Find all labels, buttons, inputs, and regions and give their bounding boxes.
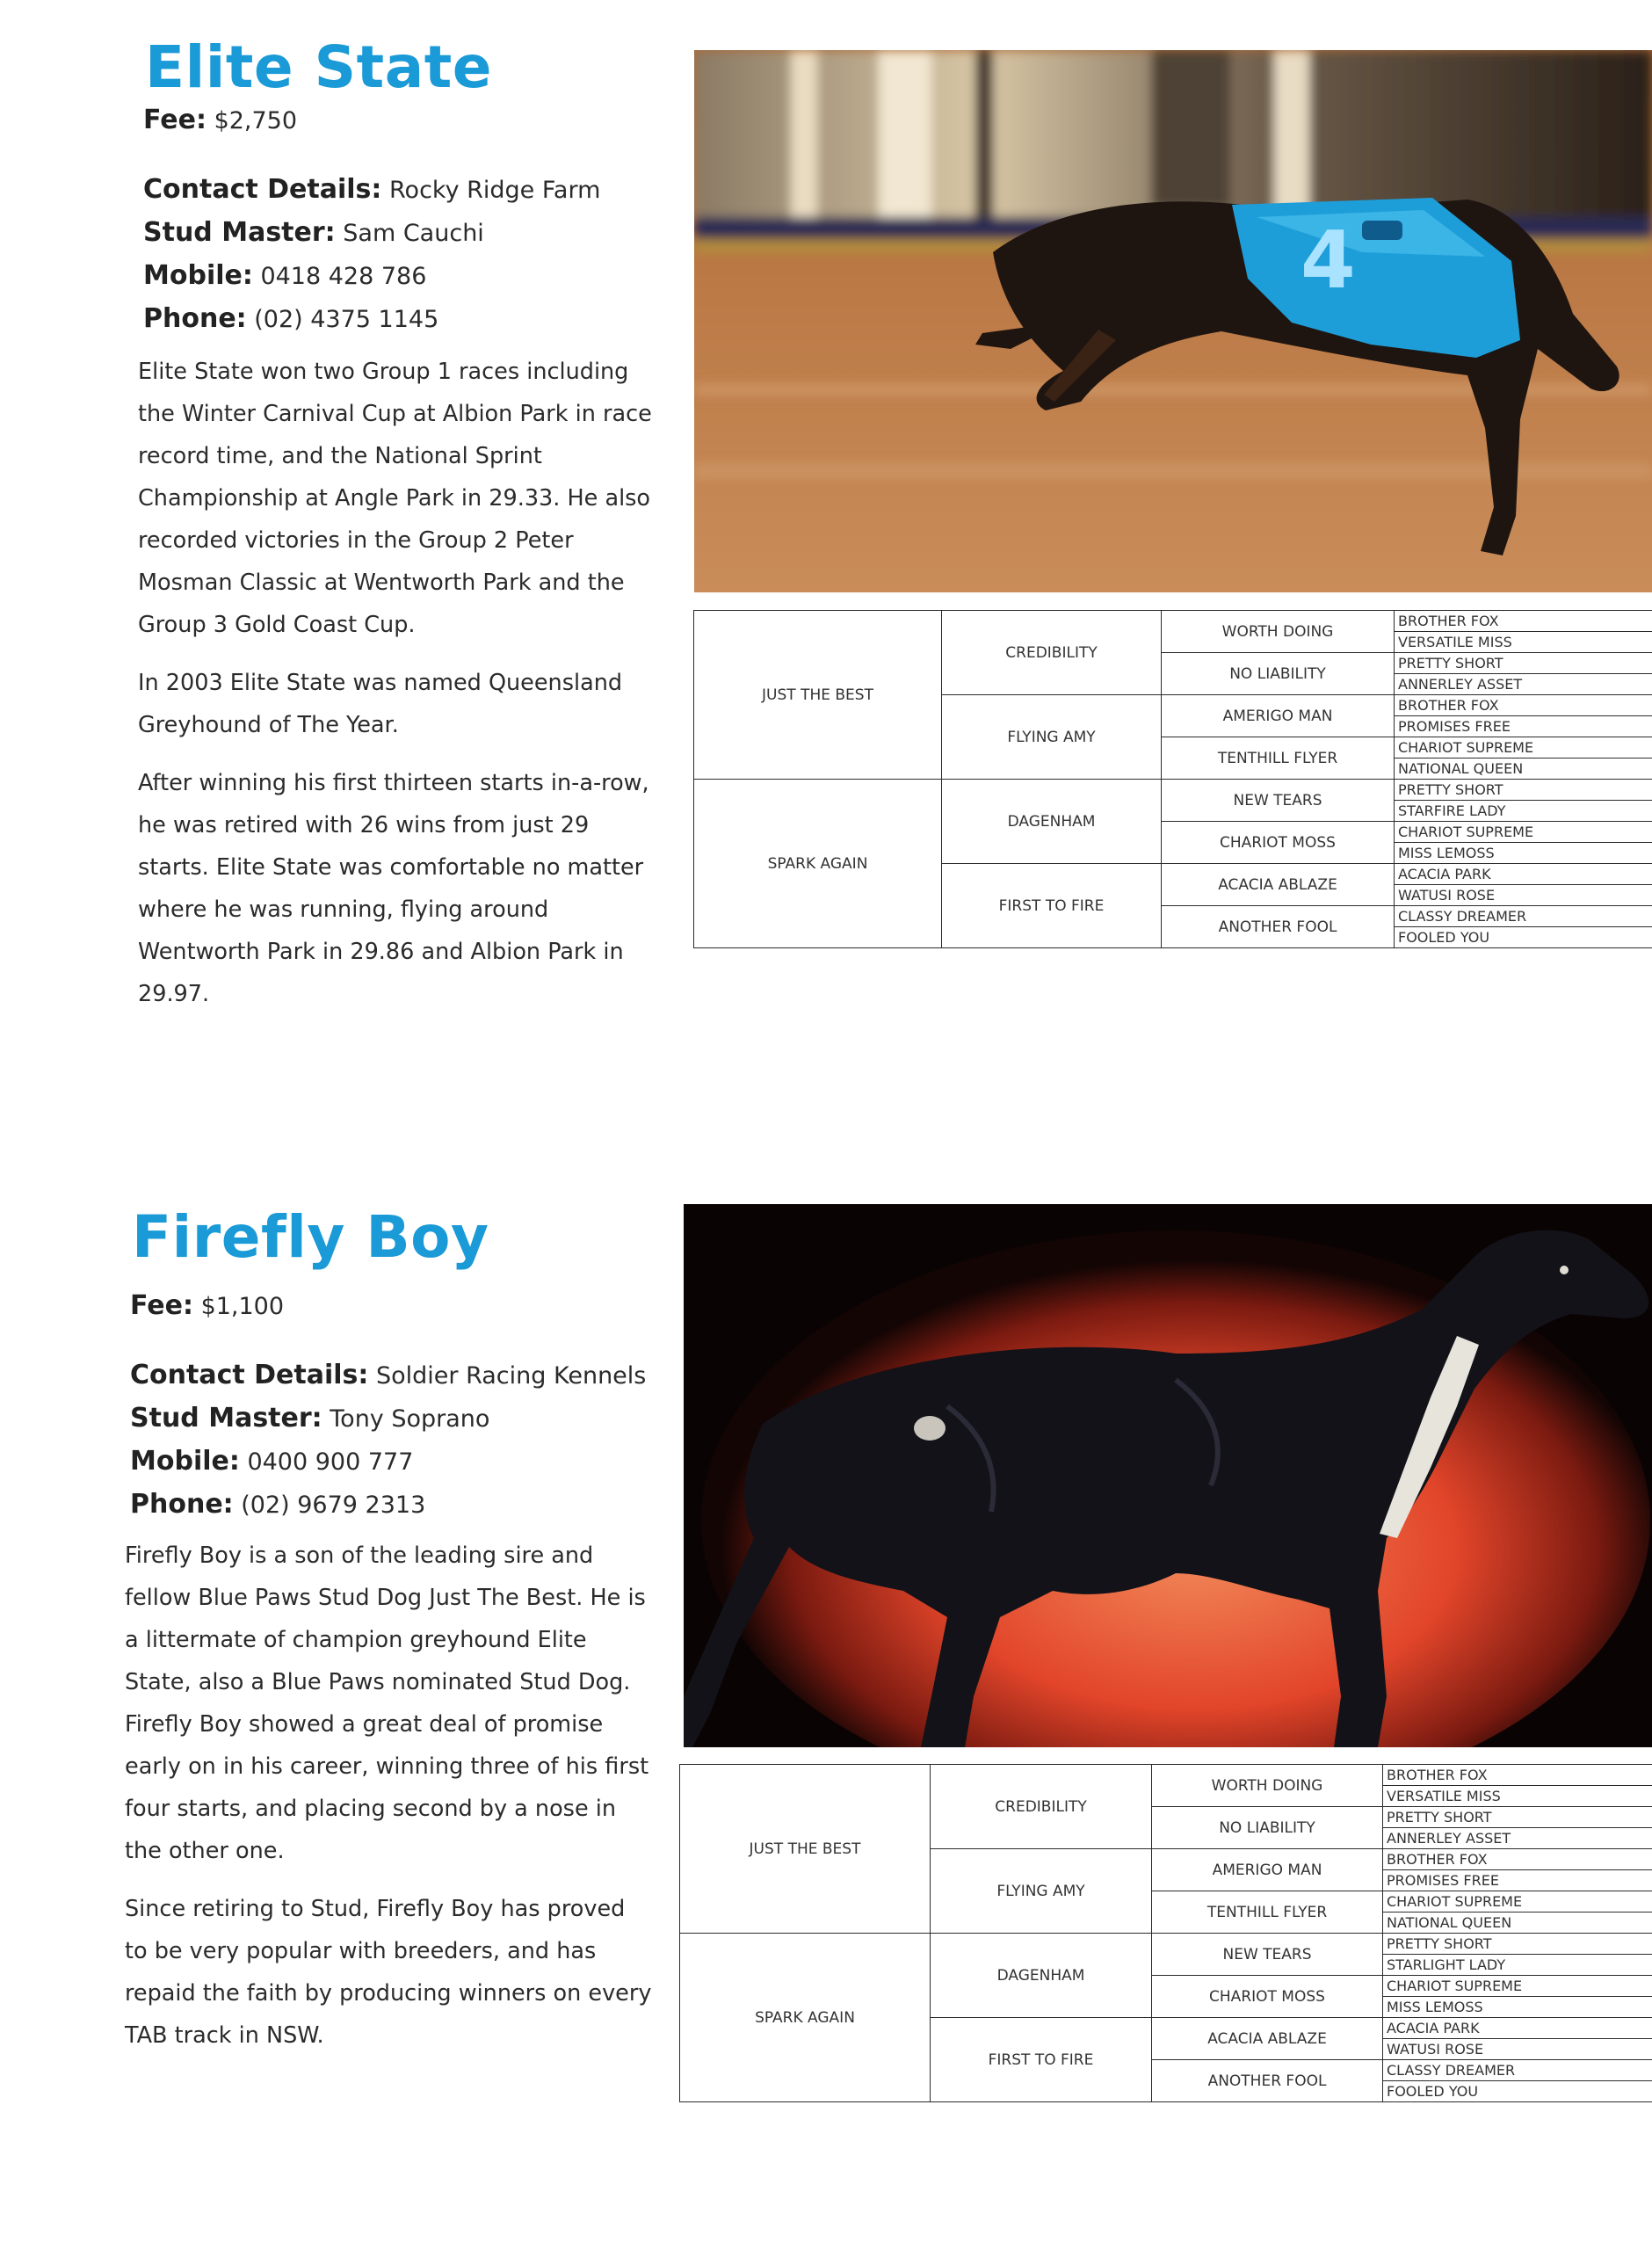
phone-value: (02) 9679 2313: [241, 1492, 426, 1519]
studmaster-label: Stud Master:: [143, 217, 336, 248]
pedigree-ancestor: CHARIOT SUPREME: [1395, 737, 1652, 758]
pedigree-sire-sire: CREDIBILITY: [942, 611, 1162, 695]
pedigree-ancestor: WORTH DOING: [1152, 1765, 1383, 1807]
pedigree-ancestor: BROTHER FOX: [1395, 611, 1652, 632]
pedigree-ancestor: PRETTY SHORT: [1383, 1934, 1652, 1955]
stud-details: [143, 99, 600, 341]
pedigree-ancestor: ANNERLEY ASSET: [1383, 1828, 1652, 1849]
pedigree-ancestor: WATUSI ROSE: [1383, 2039, 1652, 2060]
description-paragraph: Firefly Boy is a son of the leading sire and fellow Blue Paws Stud Dog Just The Best. He is a littermate of champion greyhound Elite State, also a Blue Paws nominated Stud Dog. Firefly Boy showed a great deal of promise early on in his career, winning three of his first four starts, and placing second by a nose in the other one.: [125, 1542, 649, 1864]
pedigree-ancestor: PROMISES FREE: [1395, 716, 1652, 737]
contact-row: [130, 1354, 646, 1397]
pedigree-ancestor: CLASSY DREAMER: [1383, 2060, 1652, 2081]
pedigree-ancestor: TENTHILL FLYER: [1152, 1891, 1383, 1934]
pedigree-dam-dam: FIRST TO FIRE: [942, 864, 1162, 948]
phone-row: [143, 298, 600, 341]
pedigree-ancestor: ANNERLEY ASSET: [1395, 674, 1652, 695]
mobile-row: [143, 255, 600, 298]
phone-label: Phone:: [130, 1489, 234, 1520]
portrait-photo-image: [684, 1204, 1652, 1747]
portrait-photo: [684, 1204, 1652, 1747]
description-paragraph: Elite State won two Group 1 races including the Winter Carnival Cup at Albion Park in race record time, and the National Sprint Championship at Angle Park in 29.33. He also recorded victories in the Group 2 Peter Mosman Classic at Wentworth Park and the Group 3 Gold Coast Cup.: [138, 359, 652, 638]
pedigree-sire: JUST THE BEST: [680, 1765, 931, 1934]
pedigree-ancestor: PRETTY SHORT: [1395, 653, 1652, 674]
pedigree-ancestor: VERSATILE MISS: [1383, 1786, 1652, 1807]
rug-number: 4: [1301, 214, 1356, 307]
dog-name-title: Elite State: [145, 33, 493, 101]
contact-label: Contact Details:: [130, 1360, 369, 1390]
pedigree-ancestor: ACACIA ABLAZE: [1162, 864, 1395, 906]
mobile-label: Mobile:: [130, 1446, 240, 1477]
stud-details: [130, 1285, 646, 1527]
contact-value: Soldier Racing Kennels: [376, 1362, 647, 1390]
fee-label: Fee:: [130, 1290, 193, 1321]
contact-label: Contact Details:: [143, 174, 382, 205]
description-paragraph: In 2003 Elite State was named Queensland Greyhound of The Year.: [138, 670, 623, 738]
pedigree-ancestor: NATIONAL QUEEN: [1383, 1912, 1652, 1934]
pedigree-ancestor: STARFIRE LADY: [1395, 801, 1652, 822]
studmaster-row: [143, 212, 600, 255]
pedigree-ancestor: CHARIOT SUPREME: [1395, 822, 1652, 843]
pedigree-ancestor: MISS LEMOSS: [1395, 843, 1652, 864]
fee-value: $2,750: [214, 107, 298, 134]
pedigree-dam-sire: DAGENHAM: [942, 780, 1162, 864]
mobile-value: 0418 428 786: [260, 263, 427, 290]
racing-photo: [694, 50, 1652, 592]
pedigree-ancestor: FOOLED YOU: [1383, 2081, 1652, 2102]
pedigree-ancestor: NATIONAL QUEEN: [1395, 758, 1652, 780]
fee-label: Fee:: [143, 105, 206, 135]
pedigree-ancestor: BROTHER FOX: [1395, 695, 1652, 716]
pedigree-ancestor: NEW TEARS: [1152, 1934, 1383, 1976]
racing-photo-image: [694, 50, 1652, 592]
pedigree-ancestor: ANOTHER FOOL: [1152, 2060, 1383, 2102]
pedigree-ancestor: AMERIGO MAN: [1152, 1849, 1383, 1891]
pedigree-dam-sire: DAGENHAM: [931, 1934, 1152, 2018]
pedigree-sire: JUST THE BEST: [694, 611, 942, 780]
pedigree-ancestor: CHARIOT MOSS: [1162, 822, 1395, 864]
pedigree-ancestor: PRETTY SHORT: [1395, 780, 1652, 801]
pedigree-ancestor: NO LIABILITY: [1162, 653, 1395, 695]
mobile-row: [130, 1441, 646, 1484]
studmaster-label: Stud Master:: [130, 1403, 322, 1433]
fee-row: [143, 99, 600, 142]
fee-value: $1,100: [200, 1293, 285, 1320]
phone-label: Phone:: [143, 303, 247, 334]
contact-row: [143, 169, 600, 212]
pedigree-ancestor: ACACIA PARK: [1383, 2018, 1652, 2039]
phone-value: (02) 4375 1145: [254, 306, 439, 333]
pedigree-ancestor: TENTHILL FLYER: [1162, 737, 1395, 780]
pedigree-ancestor: BROTHER FOX: [1383, 1849, 1652, 1870]
pedigree-dam: SPARK AGAIN: [680, 1934, 931, 2102]
pedigree-ancestor: PROMISES FREE: [1383, 1870, 1652, 1891]
studmaster-row: [130, 1397, 646, 1441]
pedigree-ancestor: MISS LEMOSS: [1383, 1997, 1652, 2018]
studmaster-value: Tony Soprano: [330, 1405, 490, 1433]
mobile-label: Mobile:: [143, 260, 253, 291]
pedigree-ancestor: ANOTHER FOOL: [1162, 906, 1395, 948]
contact-value: Rocky Ridge Farm: [389, 177, 601, 204]
description-paragraph: After winning his first thirteen starts in-a-row, he was retired with 26 wins from just 29 starts. Elite State was comfortable no matter where he was running, flying around Wentworth Park in 29.86 and Albion Park in 29.97.: [138, 770, 649, 1007]
pedigree-sire-dam: FLYING AMY: [942, 695, 1162, 780]
pedigree-ancestor: NO LIABILITY: [1152, 1807, 1383, 1849]
pedigree-sire-sire: CREDIBILITY: [931, 1765, 1152, 1849]
pedigree-ancestor: WORTH DOING: [1162, 611, 1395, 653]
pedigree-ancestor: PRETTY SHORT: [1383, 1807, 1652, 1828]
pedigree-dam-dam: FIRST TO FIRE: [931, 2018, 1152, 2102]
pedigree-ancestor: CHARIOT SUPREME: [1383, 1976, 1652, 1997]
pedigree-ancestor: BROTHER FOX: [1383, 1765, 1652, 1786]
pedigree-ancestor: CLASSY DREAMER: [1395, 906, 1652, 927]
mobile-value: 0400 900 777: [247, 1448, 414, 1476]
pedigree-table: [693, 610, 1652, 948]
pedigree-ancestor: CHARIOT SUPREME: [1383, 1891, 1652, 1912]
pedigree-ancestor: WATUSI ROSE: [1395, 885, 1652, 906]
studmaster-value: Sam Cauchi: [343, 220, 484, 247]
pedigree-dam: SPARK AGAIN: [694, 780, 942, 948]
dog-name-title: Firefly Boy: [132, 1203, 489, 1271]
pedigree-ancestor: STARLIGHT LADY: [1383, 1955, 1652, 1976]
dog-description: [125, 1535, 652, 2072]
pedigree-ancestor: ACACIA PARK: [1395, 864, 1652, 885]
fee-row: [130, 1285, 646, 1328]
pedigree-ancestor: NEW TEARS: [1162, 780, 1395, 822]
pedigree-sire-dam: FLYING AMY: [931, 1849, 1152, 1934]
phone-row: [130, 1484, 646, 1527]
pedigree-ancestor: AMERIGO MAN: [1162, 695, 1395, 737]
pedigree-ancestor: CHARIOT MOSS: [1152, 1976, 1383, 2018]
description-paragraph: Since retiring to Stud, Firefly Boy has proved to be very popular with breeders, and has repaid the faith by producing winners on every TAB track in NSW.: [125, 1896, 652, 2049]
pedigree-ancestor: ACACIA ABLAZE: [1152, 2018, 1383, 2060]
pedigree-table: [679, 1764, 1652, 2102]
pedigree-ancestor: FOOLED YOU: [1395, 927, 1652, 948]
dog-description: [138, 351, 660, 1031]
pedigree-ancestor: VERSATILE MISS: [1395, 632, 1652, 653]
